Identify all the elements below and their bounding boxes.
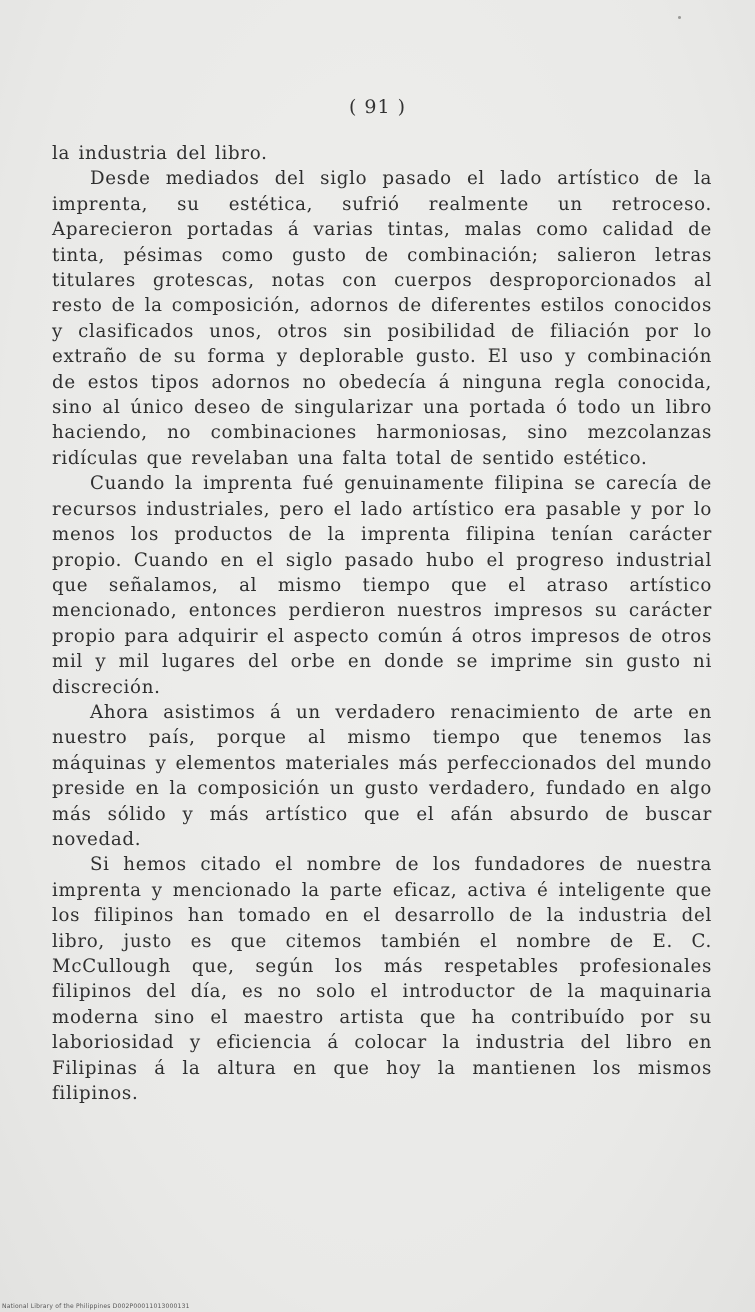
paragraph-1: Desde mediados del siglo pasado el lado artístico de la imprenta, su estética, sufrió realmente un retroceso. Aparecieron portadas á varias tintas, malas como calidad de tinta, pésimas como gusto de combinación; salieron letras titulares grotescas, notas con cuerpos desproporcionados al resto de la composición, adornos de diferentes estilos conocidos y clasificados unos, otros sin posibilidad de filiación por lo extraño de su forma y deplorable gusto. El uso y combinación de estos tipos adornos no obedecía á ninguna regla conocida, sino al único deseo de singularizar una portada ó todo un libro haciendo, no combinaciones harmoniosas, sino mezcolanzas ridículas que revelaban una falta total de sentido estético.	[52, 168, 712, 469]
paragraph-continuation: la industria del libro.	[52, 143, 268, 164]
page-number: ( 91 )	[348, 96, 407, 118]
paragraph-2: Cuando la imprenta fué genuinamente filipina se carecía de recursos industriales, pero el lado artístico era pasable y por lo menos los productos de la imprenta filipina tenían carácter propio. Cuando en el siglo pasado hubo el progreso industrial que señalamos, al mismo tiempo que el atraso artístico mencionado, entonces perdieron nuestros impresos su carácter propio para adquirir el aspecto común á otros impresos de otros mil y mil lugares del orbe en donde se imprime sin gusto ni discreción.	[52, 473, 712, 698]
scan-speck	[678, 16, 681, 19]
paragraph-4: Si hemos citado el nombre de los fundadores de nuestra imprenta y mencionado la parte eficaz, activa é inteligente que los filipinos han tomado en el desarrollo de la industria del libro, justo es que citemos también el nombre de E. C. McCullough que, según los más respetables profesionales filipinos del día, es no solo el introductor de la maquinaria moderna sino el maestro artista que ha contribuído por su laboriosidad y eficiencia á colocar la industria del libro en Filipinas á la altura en que hoy la mantienen los mismos filipinos.	[52, 854, 712, 1105]
body-text	[52, 141, 712, 1106]
footer-source-label: National Library of the Philippines D002P00011013000131	[2, 1303, 190, 1310]
paragraph-3: Ahora asistimos á un verdadero renacimiento de arte en nuestro país, porque al mismo tiempo que tenemos las máquinas y elementos materiales más perfeccionados del mundo preside en la composición un gusto verdadero, fundado en algo más sólido y más artístico que el afán absurdo de buscar novedad.	[52, 701, 712, 850]
